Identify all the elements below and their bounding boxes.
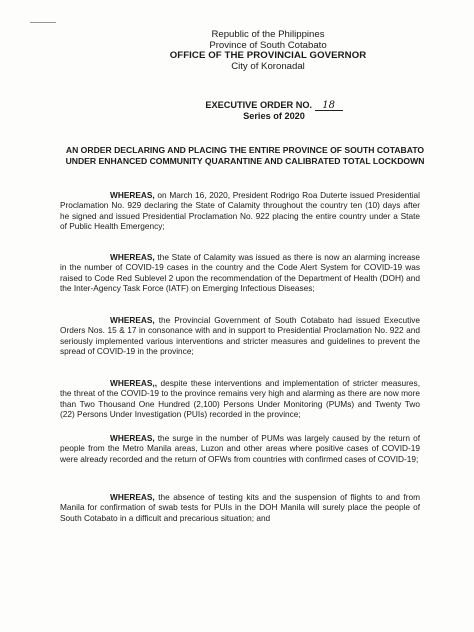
executive-order-heading xyxy=(0,100,474,122)
header-city: City of Koronadal xyxy=(231,60,305,72)
executive-order-number: 18 xyxy=(315,101,343,111)
whereas-lead: WHEREAS, xyxy=(110,492,155,502)
whereas-text: despite these interventions and implementation of stricter measures, the threat of the COVID-19 to the province remains very high and alarming as there are now more than Two Thousand One Hundred (2,100) Persons Under Monitoring (PUMs) and Twenty Two (22) Persons Under Investigation (PUIs) recorded in the province; xyxy=(60,378,420,420)
whereas-text: the State of Calamity was issued as there is now an alarming increase in the number of COVID-19 cases in the country and the Code Alert System for COVID-19 was raised to Code Red Sublevel 2 upon the recommendation of the Department of Health (DOH) and the Inter-Agency Task Force (IATF) on Emerging Infectious Diseases; xyxy=(60,252,420,294)
whereas-clause-6 xyxy=(60,492,420,523)
executive-order-series: Series of 2020 xyxy=(243,111,305,121)
whereas-lead: WHEREAS, xyxy=(110,433,155,443)
scan-mark xyxy=(30,22,56,23)
letterhead xyxy=(0,30,474,72)
whereas-clause-4 xyxy=(60,378,420,420)
whereas-clause-3 xyxy=(60,315,420,357)
whereas-clause-1 xyxy=(60,190,420,232)
whereas-lead: WHEREAS,, xyxy=(110,378,158,388)
executive-order-label: EXECUTIVE ORDER NO. xyxy=(205,100,313,110)
whereas-lead: WHEREAS, xyxy=(110,252,155,262)
whereas-clause-2 xyxy=(60,252,420,294)
whereas-lead: WHEREAS, xyxy=(110,315,155,325)
header-province: Province of South Cotabato xyxy=(209,39,327,51)
whereas-text: the absence of testing kits and the suspension of flights to and from Manila for confirmation of swab tests for PUIs in the DOH Manila will surely place the people of South Cotabato in a difficult and precarious situation; and xyxy=(60,492,420,523)
whereas-lead: WHEREAS, xyxy=(110,190,155,200)
whereas-text: the Provincial Government of South Cotabato had issued Executive Orders Nos. 15 & 17 in consonance with and in support to Presidential Proclamation No. 922 and seriously implemented various interventions and stricter measures and guidelines to prevent the spread of COVID-19 in the province; xyxy=(60,315,420,357)
header-office: OFFICE OF THE PROVINCIAL GOVERNOR xyxy=(169,50,367,61)
whereas-clause-5 xyxy=(60,433,420,464)
executive-order-number-line xyxy=(205,100,342,111)
header-republic: Republic of the Philippines xyxy=(211,29,325,40)
whereas-text: the surge in the number of PUMs was largely caused by the return of people from the Metro Manila areas, Luzon and other areas where positive cases of COVID-19 were already recorded and the return of OFWs from countries with confirmed cases of COVID-19; xyxy=(60,433,420,464)
whereas-text: on March 16, 2020, President Rodrigo Roa Duterte issued Presidential Proclamation No. 929 declaring the State of Calamity throughout the country ten (10) days after he signed and issued Presidential Proclamation No. 922 placing the entire country under a State of Public Health Emergency; xyxy=(60,190,420,232)
order-title: AN ORDER DECLARING AND PLACING THE ENTIRE PROVINCE OF SOUTH COTABATO UNDER ENHANCED COMMUNITY QUARANTINE AND CALIBRATED TOTAL LOCKDOWN xyxy=(65,145,425,166)
